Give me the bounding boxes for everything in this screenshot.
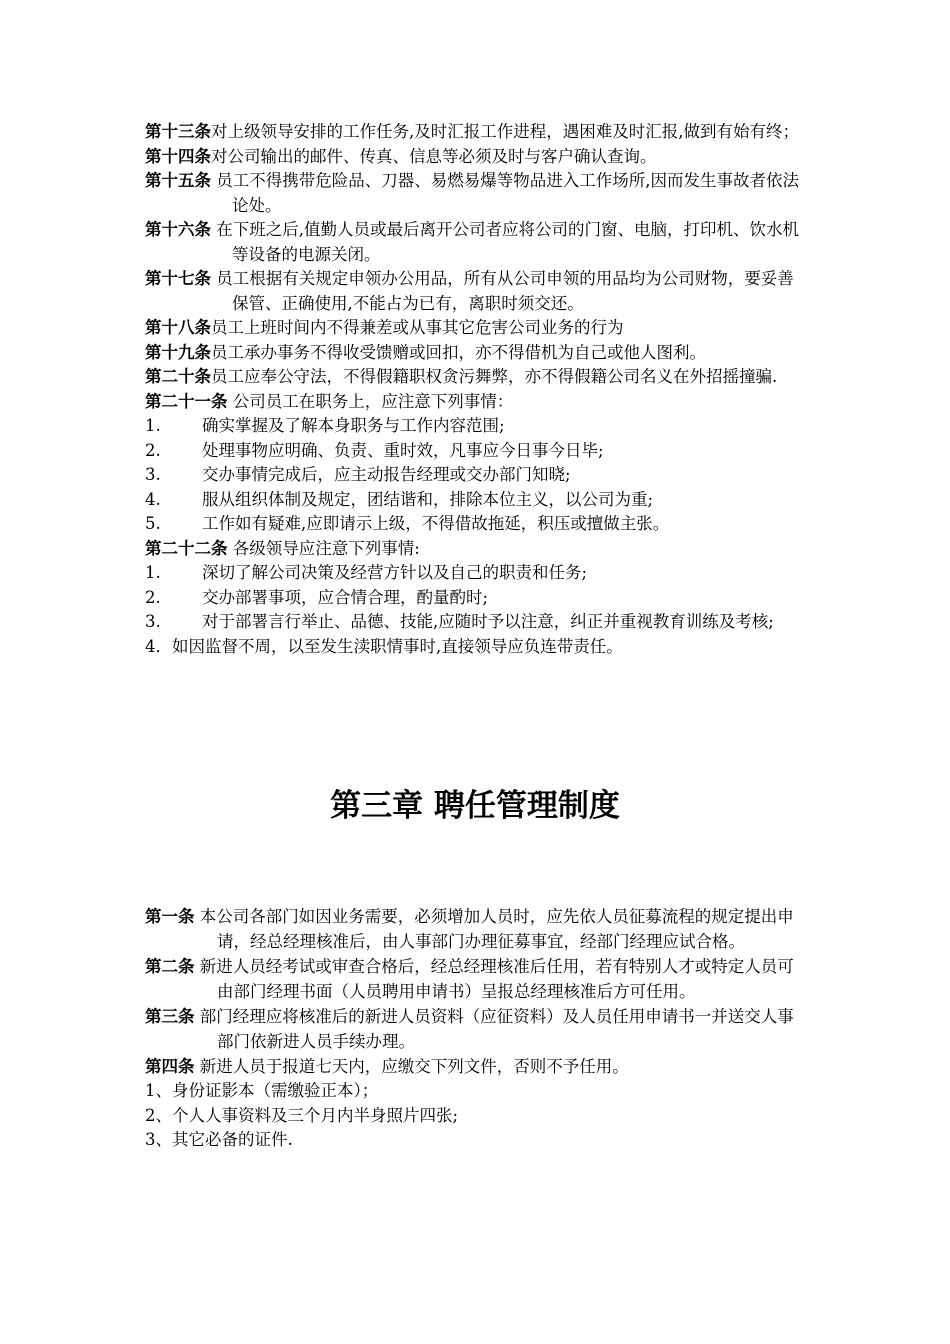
article-2	[145, 954, 810, 1004]
article-text: 员工承办事务不得收受馈赠或回扣，亦不得借机为自己或他人图利。	[211, 342, 706, 362]
document-item: 2、个人人事资料及三个月内半身照片四张;	[145, 1105, 459, 1125]
list-item	[145, 610, 810, 635]
article-22	[145, 537, 810, 562]
list-number: 3.	[145, 612, 161, 631]
article-text: 新进人员经考试或审查合格后，经总经理核准后任用，若有特别人才或特定人员可由部门经理书面（人员聘用申请书）呈报总经理核准后方可任用。	[194, 957, 794, 1001]
article-label: 第十九条	[145, 342, 211, 362]
list-item	[145, 586, 810, 611]
section-1	[145, 120, 810, 659]
article-14	[145, 145, 810, 170]
list-number: 2.	[145, 587, 161, 607]
list-number: 5.	[145, 514, 161, 533]
article-16	[145, 218, 810, 267]
article-label: 第二条	[145, 957, 195, 976]
article-label: 第十六条	[145, 220, 211, 239]
article-label: 第一条	[145, 907, 195, 926]
article-text: 对公司输出的邮件、传真、信息等必须及时与客户确认查询。	[211, 146, 657, 166]
list-text: 服从组织体制及规定，团结谐和，排除本位主义，以公司为重;	[202, 489, 654, 509]
article-text: 对上级领导安排的工作任务,及时汇报工作进程，遇困难及时汇报,做到有始有终；	[211, 122, 799, 141]
article-21	[145, 390, 810, 415]
article-label: 第二十一条	[145, 391, 228, 411]
article-label: 第四条	[145, 1057, 195, 1076]
list-text: 深切了解公司决策及经营方针以及自己的职责和任务;	[202, 563, 588, 582]
article-label: 第十五条	[145, 171, 211, 190]
article-13	[145, 120, 810, 145]
list-item	[145, 439, 810, 464]
article-text: 员工上班时间内不得兼差或从事其它危害公司业务的行为	[211, 318, 624, 337]
article-text: 新进人员于报道七天内，应缴交下列文件，否则不予任用。	[194, 1057, 629, 1076]
list-text: 交办部署事项，应合情合理，酌量酌时;	[202, 587, 489, 607]
article-text: 各级领导应注意下列事情:	[227, 538, 420, 558]
list-number: 4.	[145, 489, 161, 509]
article-4	[145, 1054, 810, 1079]
article-text: 员工不得携带危险品、刀器、易燃易爆等物品进入工作场所,因而发生事故者依法论处。	[211, 171, 799, 215]
chapter-title: 第三章 聘任管理制度	[330, 788, 620, 824]
document-item: 3、其它必备的证件.	[145, 1130, 293, 1149]
article-text: 部门经理应将核准后的新进人员资料（应征资料）及人员任用申请书一并送交人事部门依新进人员手续办理。	[194, 1007, 794, 1051]
list-text: 对于部署言行举止、品德、技能,应随时予以注意，纠正并重视教育训练及考核;	[202, 612, 774, 631]
article-20	[145, 365, 810, 390]
list-item	[145, 488, 810, 513]
list-text: 确实掌握及了解本身职务与工作内容范围;	[202, 416, 505, 435]
article-text: 公司员工在职务上，应注意下列事情：	[227, 391, 514, 411]
list-item	[145, 414, 810, 439]
list-item	[145, 463, 810, 488]
article-3	[145, 1004, 810, 1054]
article-text: 在下班之后,值勤人员或最后离开公司者应将公司的门窗、电脑，打印机、饮水机等设备的电源关闭。	[211, 220, 799, 264]
article-label: 第十八条	[145, 318, 211, 337]
article-text: 员工根据有关规定申领办公用品，所有从公司申领的用品均为公司财物，要妥善保管、正确使用,不能占为已有，离职时须交还。	[211, 269, 794, 313]
list-item	[145, 561, 810, 586]
list-item	[145, 512, 810, 537]
section-2	[145, 904, 810, 1153]
article-17	[145, 267, 810, 316]
article-label: 第三条	[145, 1007, 195, 1026]
list-number: 2.	[145, 440, 161, 460]
list-item: 4．如因监督不周，以至发生渎职情事时,直接领导应负连带责任。	[145, 636, 623, 656]
list-text: 交办事情完成后，应主动报告经理或交办部门知晓;	[202, 465, 571, 484]
list-number: 1.	[145, 563, 161, 582]
article-15	[145, 169, 810, 218]
article-label: 第十三条	[145, 122, 211, 141]
article-label: 第十四条	[145, 146, 211, 166]
list-text: 处理事物应明确、负责、重时效，凡事应今日事今日毕;	[202, 440, 604, 460]
article-label: 第二十二条	[145, 538, 228, 558]
article-1	[145, 904, 810, 954]
article-text: 员工应奉公守法，不得假籍职权贪污舞弊，亦不得假籍公司名义在外招摇撞骗.	[211, 367, 778, 386]
list-number: 3.	[145, 465, 161, 484]
article-label: 第十七条	[145, 269, 211, 288]
article-text: 本公司各部门如因业务需要，必须增加人员时，应先依人员征募流程的规定提出申请，经总经理核准后，由人事部门办理征募事宜，经部门经理应试合格。	[194, 907, 794, 951]
article-19	[145, 341, 810, 366]
article-18	[145, 316, 810, 341]
document-item: 1、身份证影本（需缴验正本）；	[145, 1081, 379, 1100]
article-label: 第二十条	[145, 367, 211, 386]
list-text: 工作如有疑难,应即请示上级，不得借故拖延，积压或擅做主张。	[202, 514, 670, 533]
list-number: 1.	[145, 416, 161, 435]
